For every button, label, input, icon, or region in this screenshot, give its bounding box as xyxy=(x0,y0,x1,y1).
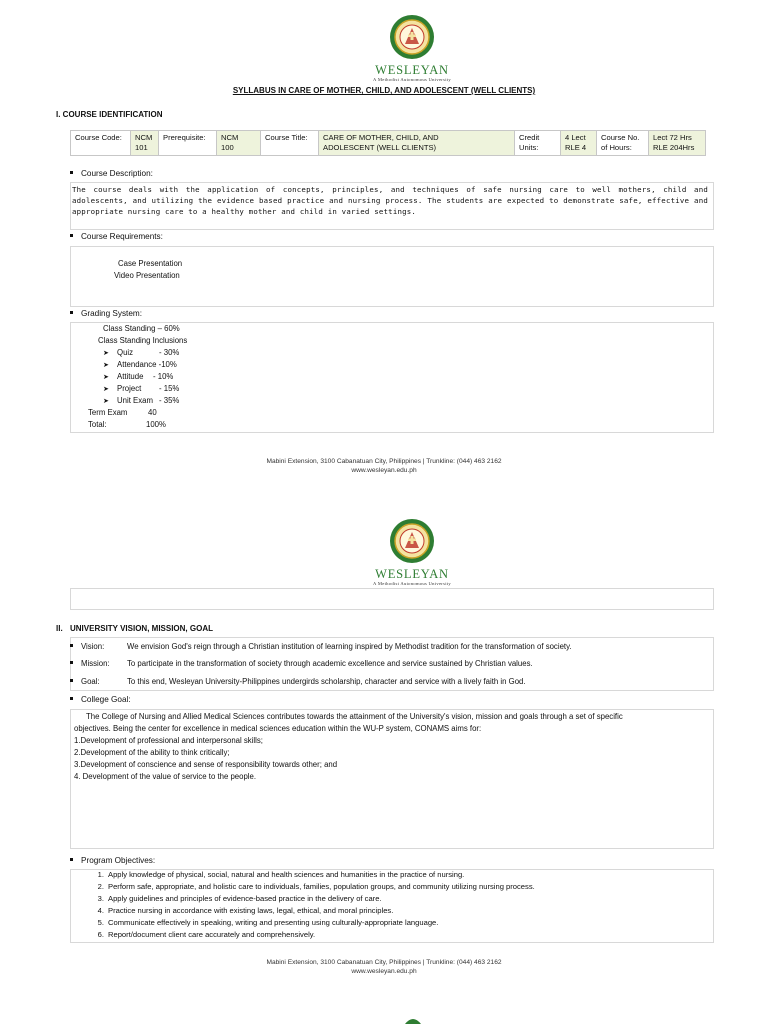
grading-item: ➤ Quiz - 30% xyxy=(103,348,180,357)
course-code-label: Course Code: xyxy=(75,133,122,142)
footer-website: www.wesleyan.edu.ph xyxy=(351,968,417,975)
program-objective-item: 4. Practice nursing in accordance with existing laws, legal, ethical, and moral principles. xyxy=(97,906,394,915)
university-seal-icon xyxy=(389,14,435,60)
course-identification-table xyxy=(70,130,706,156)
college-goal-line: 2.Development of the ability to think critically; xyxy=(74,748,230,757)
course-code-value-1: NCM xyxy=(135,133,153,142)
requirement-item: Case Presentation xyxy=(118,259,183,268)
term-exam: Term Exam 40 xyxy=(88,408,157,417)
course-description-label: Course Description: xyxy=(70,169,153,178)
mission-label: Mission: xyxy=(81,659,110,668)
grading-item: ➤ Attendance -10% xyxy=(103,360,177,369)
brand-name: WESLEYAN xyxy=(375,63,449,77)
course-hours-label-cell xyxy=(597,131,649,156)
requirement-item: Video Presentation xyxy=(114,271,180,280)
credit-units-label-1: Credit xyxy=(519,133,540,142)
section-1-heading: I. COURSE IDENTIFICATION xyxy=(56,110,163,119)
college-goal-line: objectives. Being the center for excellence in medical sciences education within the WU-P system, CONAMS aims for: xyxy=(74,724,482,733)
course-hours-label-2: of Hours: xyxy=(601,143,632,152)
college-goal-label: College Goal: xyxy=(70,695,131,704)
program-objective-item: 1. Apply knowledge of physical, social, natural and health sciences and humanities in the practice of nursing. xyxy=(97,870,465,879)
prerequisite-label: Prerequisite: xyxy=(163,133,206,142)
university-seal-icon xyxy=(389,518,435,564)
college-goal-line: 1.Development of professional and interpersonal skills; xyxy=(74,736,263,745)
mission-text: To participate in the transformation of society through academic excellence and service sustained by Christian values. xyxy=(127,659,533,668)
credit-units-label-2: Units: xyxy=(519,143,539,152)
arrow-bullet-icon: ➤ xyxy=(103,386,109,393)
course-hours-label-1: Course No. xyxy=(601,133,640,142)
program-objective-item: 2. Perform safe, appropriate, and holistic care to individuals, families, population groups, and community utilizing nursing process. xyxy=(97,882,535,891)
vision-row xyxy=(70,642,572,651)
prerequisite-value-cell xyxy=(217,131,261,156)
credit-units-label-cell xyxy=(515,131,561,156)
footer-website: www.wesleyan.edu.ph xyxy=(351,467,417,474)
vision-label: Vision: xyxy=(81,642,105,651)
program-objectives-label: Program Objectives: xyxy=(70,856,155,865)
arrow-bullet-icon: ➤ xyxy=(103,374,109,381)
college-goal-line: 4. Development of the value of service to the people. xyxy=(74,772,257,781)
grading-item: ➤ Project - 15% xyxy=(103,384,180,393)
brand-tagline: A Methodist Autonomous University xyxy=(373,581,451,586)
goal-text: To this end, Wesleyan University-Philippines undergirds scholarship, character and service with a lively faith in God. xyxy=(127,677,526,686)
goal-label: Goal: xyxy=(81,677,100,686)
class-standing-inclusions: Class Standing Inclusions xyxy=(98,336,188,345)
course-hours-value-1: Lect 72 Hrs xyxy=(653,133,692,142)
credit-units-value-2: RLE 4 xyxy=(565,143,587,152)
college-goal-line: The College of Nursing and Allied Medical Sciences contributes towards the attainment of the University's vision, mission and goals through a set of specific xyxy=(86,712,623,721)
mission-row xyxy=(70,659,533,668)
total: Total: 100% xyxy=(88,420,166,429)
section-2-heading: II. UNIVERSITY VISION, MISSION, GOAL xyxy=(56,624,213,633)
brand-tagline: A Methodist Autonomous University xyxy=(373,77,451,82)
course-code-value-2: 101 xyxy=(135,143,148,152)
course-requirements-label: Course Requirements: xyxy=(70,232,163,241)
prerequisite-value-2: 100 xyxy=(221,143,234,152)
footer-address: Mabini Extension, 3100 Cabanatuan City, Philippines | Trunkline: (044) 463 2162 xyxy=(266,959,502,966)
footer-address: Mabini Extension, 3100 Cabanatuan City, Philippines | Trunkline: (044) 463 2162 xyxy=(266,458,502,465)
arrow-bullet-icon: ➤ xyxy=(103,362,109,369)
vision-text: We envision God's reign through a Christian institution of learning inspired by Methodist tradition for the transformation of society. xyxy=(127,642,572,651)
course-description-text: The course deals with the application of concepts, principles, and techniques of safe nursing care to well mothers, child and adolescents, and utilizing the evidence based practice and nursing process. The students are expected to demonstrate safe, effective and appropriate nursing care to a healthy mother and child in varied settings. xyxy=(72,185,708,216)
prerequisite-label-cell xyxy=(159,131,217,156)
prerequisite-value-1: NCM xyxy=(221,133,239,142)
arrow-bullet-icon: ➤ xyxy=(103,398,109,405)
grading-item: ➤ Attitude - 10% xyxy=(103,372,174,381)
class-standing: Class Standing – 60% xyxy=(103,324,180,333)
course-code-label-cell xyxy=(71,131,131,156)
course-code-value-cell xyxy=(131,131,159,156)
empty-box xyxy=(70,588,714,610)
course-hours-value-2: RLE 204Hrs xyxy=(653,143,695,152)
grading-system-label: Grading System: xyxy=(70,309,142,318)
goal-row xyxy=(70,677,526,686)
document-title: SYLLABUS IN CARE OF MOTHER, CHILD, AND ADOLESCENT (WELL CLIENTS) xyxy=(232,86,536,95)
course-title-value-1: CARE OF MOTHER, CHILD, AND xyxy=(323,133,439,142)
grading-item: ➤ Unit Exam - 35% xyxy=(103,396,180,405)
program-objective-item: 6. Report/document client care accurately and comprehensively. xyxy=(97,930,316,939)
course-title-value-cell xyxy=(319,131,515,156)
credit-units-value-1: 4 Lect xyxy=(565,133,586,142)
college-goal-line: 3.Development of conscience and sense of responsibility towards other; and xyxy=(74,760,338,769)
course-title-value-2: ADOLESCENT (WELL CLIENTS) xyxy=(323,143,437,152)
brand-name: WESLEYAN xyxy=(375,567,449,581)
credit-units-value-cell xyxy=(561,131,597,156)
course-hours-value-cell xyxy=(649,131,706,156)
next-page-seal-icon xyxy=(404,1017,422,1024)
program-objective-item: 3. Apply guidelines and principles of evidence-based practice in the delivery of care. xyxy=(97,894,382,903)
program-objective-item: 5. Communicate effectively in speaking, writing and presenting using culturally-appropriate language. xyxy=(97,918,439,927)
course-title-label: Course Title: xyxy=(265,133,308,142)
arrow-bullet-icon: ➤ xyxy=(103,350,109,357)
course-title-label-cell xyxy=(261,131,319,156)
